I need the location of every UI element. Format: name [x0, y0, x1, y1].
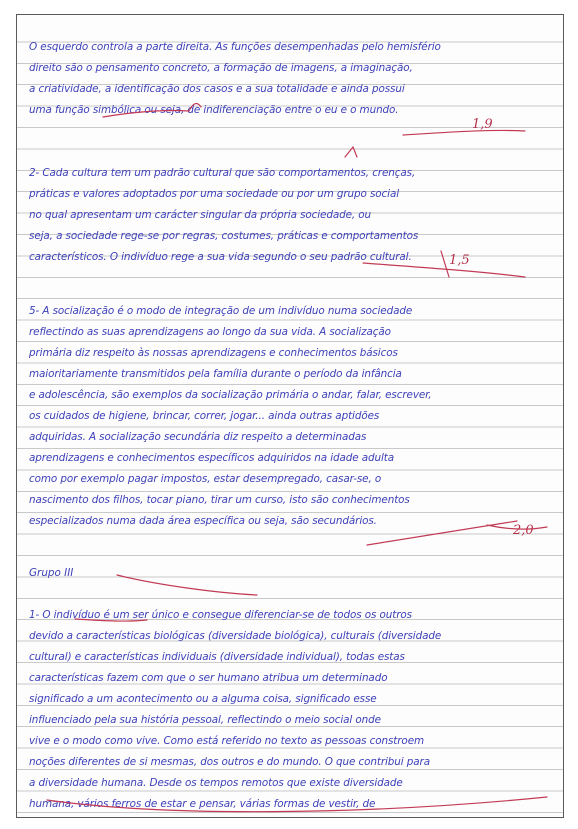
text-line: noções diferentes de si mesmas, dos outros e do mundo. O que contribui para	[29, 756, 430, 768]
text-line: práticas e valores adoptados por uma sociedade ou por um grupo social	[29, 188, 399, 200]
text-line: a criatividade, a identificação dos casos e a sua totalidade e ainda possui	[29, 83, 405, 95]
text-line: seja, a sociedade rege-se por regras, costumes, práticas e comportamentos	[29, 230, 419, 242]
text-line: no qual apresentam um carácter singular da própria sociedade, ou	[29, 209, 372, 221]
text-line: adquiridas. A socialização secundária diz respeito a determinadas	[29, 431, 367, 443]
text-line: vive e o modo como vive. Como está referido no texto as pessoas constroem	[29, 735, 425, 747]
text-line: 1- O indivíduo é um ser único e consegue diferenciar-se de todos os outros	[29, 609, 412, 621]
correction-stroke	[117, 575, 257, 595]
text-line: direito são o pensamento concreto, a formação de imagens, a imaginação,	[29, 62, 413, 74]
grade-mark: 1,9	[472, 117, 493, 132]
text-line: aprendizagens e conhecimentos específicos adquiridos na idade adulta	[29, 452, 395, 464]
text-line: humana, vários ferros de estar e pensar, várias formas de vestir, de	[29, 798, 376, 810]
text-line: influenciado pela sua história pessoal, reflectindo o meio social onde	[29, 714, 381, 726]
text-line: cultural) e características individuais (diversidade individual), todas estas	[29, 651, 405, 663]
text-line: os cuidados de higiene, brincar, correr, jogar... ainda outras aptidões	[29, 410, 380, 422]
text-line: nascimento dos filhos, tocar piano, tirar um curso, isto são conhecimentos	[29, 494, 410, 506]
exam-answer-sheet	[16, 14, 564, 818]
text-line: maioritariamente transmitidos pela família durante o período da infância	[29, 368, 402, 380]
group-heading: Grupo III	[29, 567, 74, 579]
text-line: características fazem com que o ser humano atribua um determinado	[29, 672, 388, 684]
text-line: 5- A socialização é o modo de integração de um indivíduo numa sociedade	[29, 305, 413, 317]
text-line: a diversidade humana. Desde os tempos remotos que existe diversidade	[29, 777, 403, 789]
text-line: primária diz respeito às nossas aprendizagens e conhecimentos básicos	[29, 347, 398, 359]
grade-mark: 2,0	[513, 523, 534, 538]
text-line: devido a características biológicas (diversidade biológica), culturais (diversidade	[29, 630, 442, 642]
text-line: uma função simbólica ou seja, de indiferenciação entre o eu e o mundo.	[29, 104, 399, 116]
grade-mark: 1,5	[449, 253, 470, 268]
grade-underline	[403, 130, 525, 135]
text-line: reflectindo as suas aprendizagens ao longo da sua vida. A socialização	[29, 326, 391, 338]
text-line: característicos. O indivíduo rege a sua vida segundo o seu padrão cultural.	[29, 251, 412, 263]
text-line: e adolescência, são exemplos da socialização primária o andar, falar, escrever,	[29, 389, 432, 401]
text-line: 2- Cada cultura tem um padrão cultural que são comportamentos, crenças,	[29, 167, 416, 179]
correction-stroke	[345, 147, 357, 157]
text-line: como por exemplo pagar impostos, estar desempregado, casar-se, o	[29, 473, 382, 485]
text-line: significado a um acontecimento ou a alguma coisa, significado esse	[29, 693, 377, 705]
text-line: O esquerdo controla a parte direita. As funções desempenhadas pelo hemisfério	[29, 41, 441, 53]
text-line: especializados numa dada área específica ou seja, são secundários.	[29, 515, 377, 527]
